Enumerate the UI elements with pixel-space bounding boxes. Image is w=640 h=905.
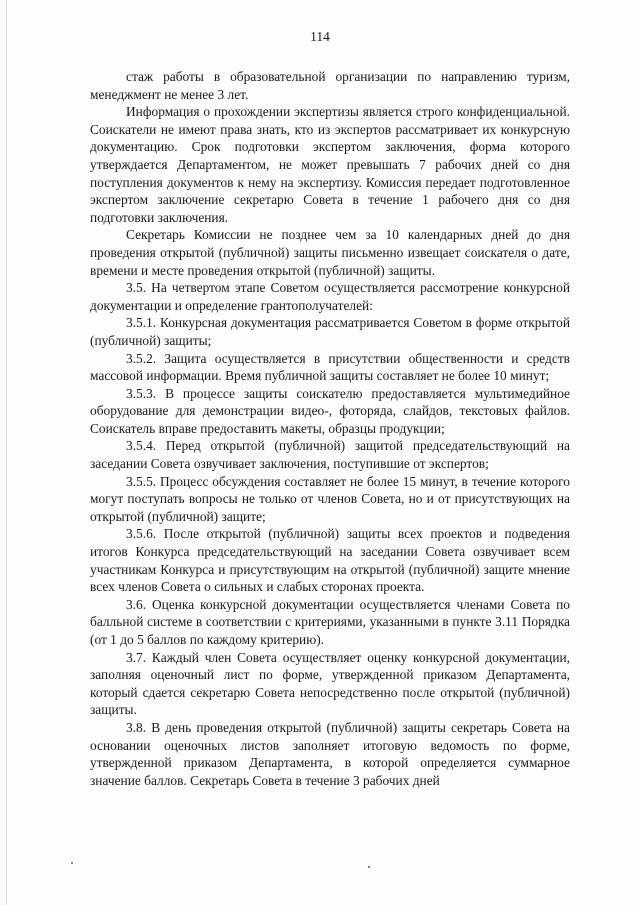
scan-speck xyxy=(71,862,73,864)
paragraph-3-5: 3.5. На четвертом этапе Советом осуществляется рассмотрение конкурсной документации и определение грантополучателей: xyxy=(90,280,570,313)
paragraph-3-5-3: 3.5.3. В процессе защиты соискателю предоставляется мультимедийное оборудование для демонстрации видео-, фоторяда, слайдов, текстовых файлов. Соискатель вправе предоставить макеты, образцы продукции; xyxy=(90,385,570,436)
paragraph-3-5-1: 3.5.1. Конкурсная документация рассматривается Советом в форме открытой (публичной) защиты; xyxy=(90,315,570,348)
scan-speck xyxy=(368,866,370,868)
page-number: 114 xyxy=(310,29,330,44)
paragraph-3-6: 3.6. Оценка конкурсной документации осуществляется членами Совета по балльной системе в соответствии с критериями, указанными в пункте 3.11 Порядка (от 1 до 5 баллов по каждому критерию). xyxy=(90,596,570,647)
paragraph-3-5-6: 3.5.6. После открытой (публичной) защиты всех проектов и подведения итогов Конкурса председательствующий на заседании Совета озвучивает всем участникам Конкурса и присутствующим на открытой (публичной) защите мнение всех членов Совета о сильных и слабых сторонах проекта. xyxy=(90,526,570,595)
paragraph-3-5-4: 3.5.4. Перед открытой (публичной) защитой председательствующий на заседании Совета озвучивает заключения, поступившие от экспертов; xyxy=(90,438,570,472)
scan-edge xyxy=(6,0,7,905)
document-body xyxy=(90,68,570,789)
paragraph-expertise-info: Информация о прохождении экспертизы является строго конфиденциальной. Соискатели не имеют права знать, кто из экспертов рассматривает их конкурсную документацию. Срок подготовки экспертом заключения, форма которого утверждается Департаментом, не может превышать 7 рабочих дней со дня поступления документов к нему на экспертизу. Комиссия передает подготовленное экспертом заключение секретарю Совета в течение 1 рабочего дня со дня подготовки заключения. xyxy=(90,104,570,225)
paragraph-3-7: 3.7. Каждый член Совета осуществляет оценку конкурсной документации, заполняя оценочный лист по форме, утвержденной приказом Департамента, который сдается секретарю Совета непосредственно после открытой (публичной) защиты. xyxy=(90,649,570,718)
paragraph-secretary-notice: Секретарь Комиссии не позднее чем за 10 календарных дней до дня проведения открытой (публичной) защиты письменно извещает соискателя о дате, времени и месте проведения открытой (публичной) защиты. xyxy=(90,227,570,278)
paragraph-3-5-5: 3.5.5. Процесс обсуждения составляет не более 15 минут, в течение которого могут поступать вопросы не только от членов Совета, но и от присутствующих на открытой (публичной) защите; xyxy=(90,473,570,524)
paragraph-3-5-2: 3.5.2. Защита осуществляется в присутствии общественности и средств массовой информации. Время публичной защиты составляет не более 10 минут; xyxy=(90,350,570,384)
paragraph-continuation: стаж работы в образовательной организации по направлению туризм, менеджмент не менее 3 лет. xyxy=(90,69,570,102)
paragraph-3-8: 3.8. В день проведения открытой (публичной) защиты секретарь Совета на основании оценочных листов заполняет итоговую ведомость по форме, утвержденной приказом Департамента, в которой определяется суммарное значение баллов. Секретарь Совета в течение 3 рабочих дней xyxy=(90,719,570,788)
